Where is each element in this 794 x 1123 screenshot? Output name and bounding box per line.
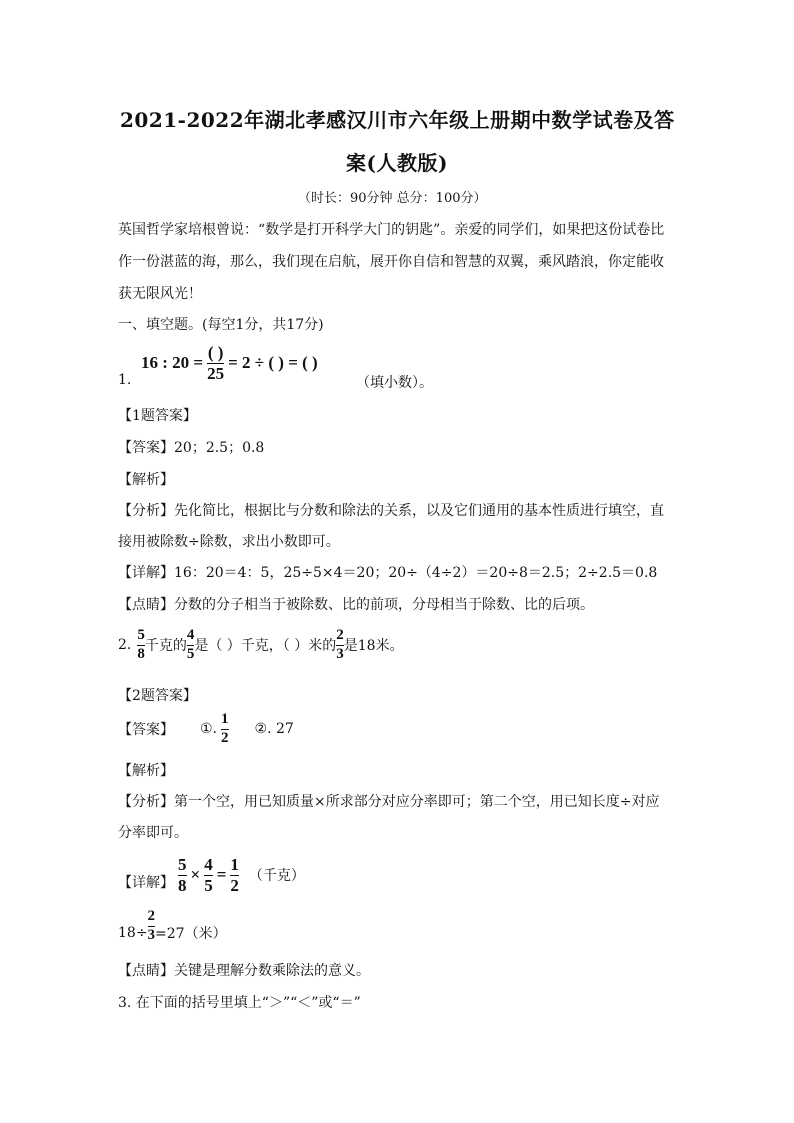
q2-d2-num: 4 bbox=[204, 855, 213, 874]
q3-prompt: 3. 在下面的括号里填上“＞”“＜”或“＝” bbox=[118, 995, 361, 1011]
q1-point: 【点睛】分数的分子相当于被除数、比的前项，分母相当于除数、比的后项。 bbox=[118, 597, 594, 613]
q2-ans-num: 1 bbox=[221, 711, 229, 727]
q2-f2-num: 4 bbox=[186, 627, 195, 643]
q2-unit: （千克） bbox=[248, 868, 305, 885]
q2-fraction-3 bbox=[336, 628, 344, 663]
q1-expr-right: = 2 ÷ ( ) = ( ) bbox=[228, 353, 318, 373]
q2-line2-suffix: =27（米） bbox=[155, 926, 227, 943]
q2-answer-1: ①. bbox=[200, 721, 218, 738]
title-line-1: 2021-2022年湖北孝感汉川市六年级上册期中数学试卷及答 bbox=[120, 108, 675, 132]
q2-detail-label: 【详解】 bbox=[118, 875, 174, 892]
intro-line-2: 作一份湛蓝的海，那么，我们现在启航，展开你自信和智慧的双翼，乘风踏浪，你定能收 bbox=[118, 254, 664, 270]
q1-expression bbox=[141, 344, 318, 383]
q2-analysis-line-1: 【分析】第一个空，用已知质量×所求部分对应分率即可；第二个空，用已知长度÷对应 bbox=[118, 794, 660, 810]
q2-number: 2. bbox=[118, 637, 132, 654]
q2-fraction-2 bbox=[187, 628, 195, 663]
q2-line bbox=[118, 628, 404, 663]
q2-line2-prefix: 18÷ bbox=[118, 925, 148, 942]
q1-analysis-line-1: 【分析】先化简比，根据比与分数和除法的关系，以及它们通用的基本性质进行填空，直 bbox=[118, 503, 664, 519]
q2-answer bbox=[118, 712, 294, 747]
section-heading: 一、填空题。(每空1分，共17分) bbox=[118, 317, 324, 333]
q1-frac-numerator: ( ) bbox=[207, 343, 224, 362]
q2-text-1: 千克的 bbox=[144, 638, 187, 655]
q2-analysis-heading: 【解析】 bbox=[118, 763, 174, 779]
q1-suffix: （填小数）。 bbox=[356, 375, 433, 391]
q2-d2-den: 5 bbox=[204, 875, 213, 895]
q2-answer-2: ②. 27 bbox=[254, 721, 294, 738]
q2-times: × bbox=[190, 865, 201, 885]
q2-detail-frac-1 bbox=[178, 856, 187, 895]
q2-d4-num: 2 bbox=[147, 908, 156, 924]
q2-d3-num: 1 bbox=[230, 855, 239, 874]
q2-f3-den: 3 bbox=[336, 645, 344, 662]
q2-detail-line-2 bbox=[118, 909, 227, 944]
q2-ans-den: 2 bbox=[221, 729, 229, 746]
q2-d1-num: 5 bbox=[178, 855, 187, 874]
q2-detail-frac-4 bbox=[148, 909, 156, 944]
q2-f1-den: 8 bbox=[137, 645, 145, 662]
intro-line-1: 英国哲学家培根曾说：“数学是打开科学大门的钥匙”。亲爱的同学们，如果把这份试卷比 bbox=[118, 222, 665, 238]
q1-analysis-heading: 【解析】 bbox=[118, 472, 174, 488]
q2-text-2: 是（ ）千克，（ ）米的 bbox=[194, 638, 337, 655]
q2-answer-label: 【答案】 bbox=[118, 722, 174, 739]
q2-fraction-1 bbox=[137, 628, 145, 663]
q2-equals: = bbox=[216, 865, 227, 885]
exam-meta: （时长：90分钟 总分：100分） bbox=[298, 191, 487, 206]
q2-d1-den: 8 bbox=[178, 875, 187, 895]
q2-detail-line-1 bbox=[118, 856, 305, 895]
q2-d3-den: 2 bbox=[230, 875, 239, 895]
q2-f3-num: 2 bbox=[336, 627, 344, 643]
q1-answer-heading: 【1题答案】 bbox=[118, 408, 197, 424]
q1-number: 1. bbox=[118, 372, 132, 388]
intro-line-3: 获无限风光！ bbox=[118, 286, 202, 302]
q1-fraction bbox=[207, 344, 224, 383]
q2-detail-frac-3 bbox=[230, 856, 239, 895]
q1-analysis-line-2: 接用被除数÷除数，求出小数即可。 bbox=[118, 534, 340, 550]
q2-detail-frac-2 bbox=[204, 856, 213, 895]
q1-detail: 【详解】16：20＝4：5，25÷5×4＝20；20÷（4÷2）＝20÷8＝2.5；2÷2.5＝0.8 bbox=[118, 565, 658, 581]
q2-text-3: 是18米。 bbox=[343, 638, 404, 655]
title-line-2: 案(人教版) bbox=[346, 151, 448, 175]
q2-point: 【点睛】关键是理解分数乘除法的意义。 bbox=[118, 963, 370, 979]
q2-f2-den: 5 bbox=[186, 645, 195, 662]
q1-answer: 【答案】20；2.5；0.8 bbox=[118, 440, 265, 456]
q2-answer-fraction bbox=[221, 712, 229, 747]
q1-expr-left: 16 : 20 = bbox=[141, 353, 204, 373]
q2-answer-heading: 【2题答案】 bbox=[118, 688, 197, 704]
q2-f1-num: 5 bbox=[137, 627, 145, 643]
q1-frac-denominator: 25 bbox=[207, 363, 225, 383]
q2-analysis-line-2: 分率即可。 bbox=[118, 825, 188, 841]
q2-d4-den: 3 bbox=[147, 926, 156, 943]
